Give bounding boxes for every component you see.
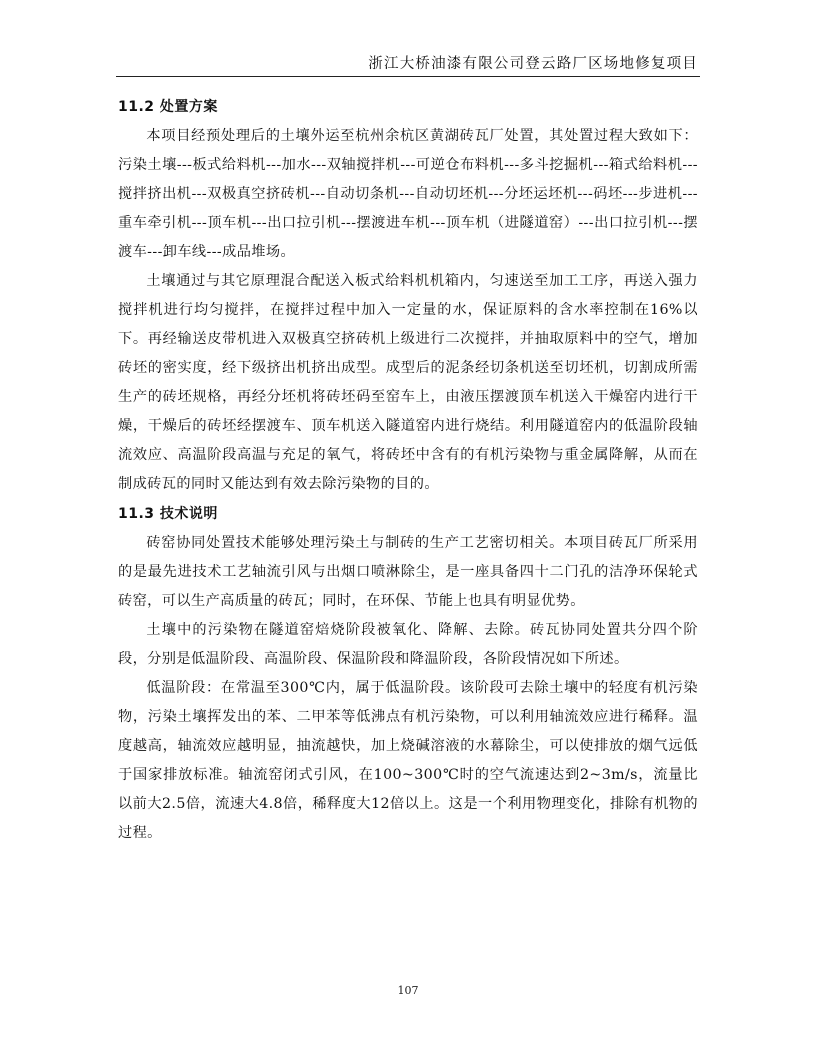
paragraph-low-temperature-stage: 低温阶段：在常温至300℃内，属于低温阶段。该阶段可去除土壤中的轻度有机污染物，污染土壤挥发出的苯、二甲苯等低沸点有机污染物，可以利用轴流效应进行稀释。温度越高，轴流效应越明显，抽流越快，加上烧碱溶液的水幕除尘，可以使排放的烟气远低于国家排放标准。轴流窑闭式引风，在100~300℃时的空气流速达到2~3m/s，流量比以前大2.5倍，流速大4.8倍，稀释度大12倍以上。这是一个利用物理变化，排除有机物的过程。 bbox=[118, 680, 698, 841]
paragraph-four-stages: 土壤中的污染物在隧道窑焙烧阶段被氧化、降解、去除。砖瓦协同处置共分四个阶段，分别是低温阶段、高温阶段、保温阶段和降温阶段，各阶段情况如下所述。 bbox=[118, 622, 698, 667]
section-heading-technical-notes: 11.3 技术说明 bbox=[118, 506, 218, 522]
page-number: 107 bbox=[397, 984, 419, 997]
paragraph-soil-processing: 土壤通过与其它原理混合配送入板式给料机机箱内，匀速送至加工工序，再送入强力搅拌机进行均匀搅拌，在搅拌过程中加入一定量的水，保证原料的含水率控制在16%以下。再经输送皮带机进入双极真空挤砖机上级进行二次搅拌，并抽取原料中的空气，增加砖坯的密实度，经下级挤出机挤出成型。成型后的泥条经切条机送至切坯机，切割成所需生产的砖坯规格，再经分坯机将砖坯码至窑车上，由液压摆渡顶车机送入干燥窑内进行干燥，干燥后的砖坯经摆渡车、顶车机送入隧道窑内进行烧结。利用隧道窑内的低温阶段轴流效应、高温阶段高温与充足的氧气，将砖坯中含有的有机污染物与重金属降解，从而在制成砖瓦的同时又能达到有效去除污染物的目的。 bbox=[118, 273, 698, 492]
header-rule bbox=[116, 76, 700, 77]
paragraph-disposal-process: 本项目经预处理后的土壤外运至杭州余杭区黄湖砖瓦厂处置，其处置过程大致如下：污染土壤---板式给料机---加水---双轴搅拌机---可逆仓布料机---多斗挖掘机---箱式给料机---搅拌挤出机---双极真空挤砖机---自动切条机---自动切坯机---分坯运坯机---码坯---步进机---重车牵引机---顶车机---出口拉引机---摆渡进车机---顶车机（进隧道窑）---出口拉引机---摆渡车---卸车线---成品堆场。 bbox=[118, 128, 698, 260]
paragraph-kiln-technology: 砖窑协同处置技术能够处理污染土与制砖的生产工艺密切相关。本项目砖瓦厂所采用的是最先进技术工艺轴流引风与出烟口喷淋除尘，是一座具备四十二门孔的洁净环保轮式砖窑，可以生产高质量的砖瓦；同时，在环保、节能上也具有明显优势。 bbox=[118, 535, 698, 609]
running-header: 浙江大桥油漆有限公司登云路厂区场地修复项目 bbox=[368, 56, 698, 72]
page-body bbox=[118, 92, 698, 848]
section-heading-disposal-plan: 11.2 处置方案 bbox=[118, 99, 218, 115]
